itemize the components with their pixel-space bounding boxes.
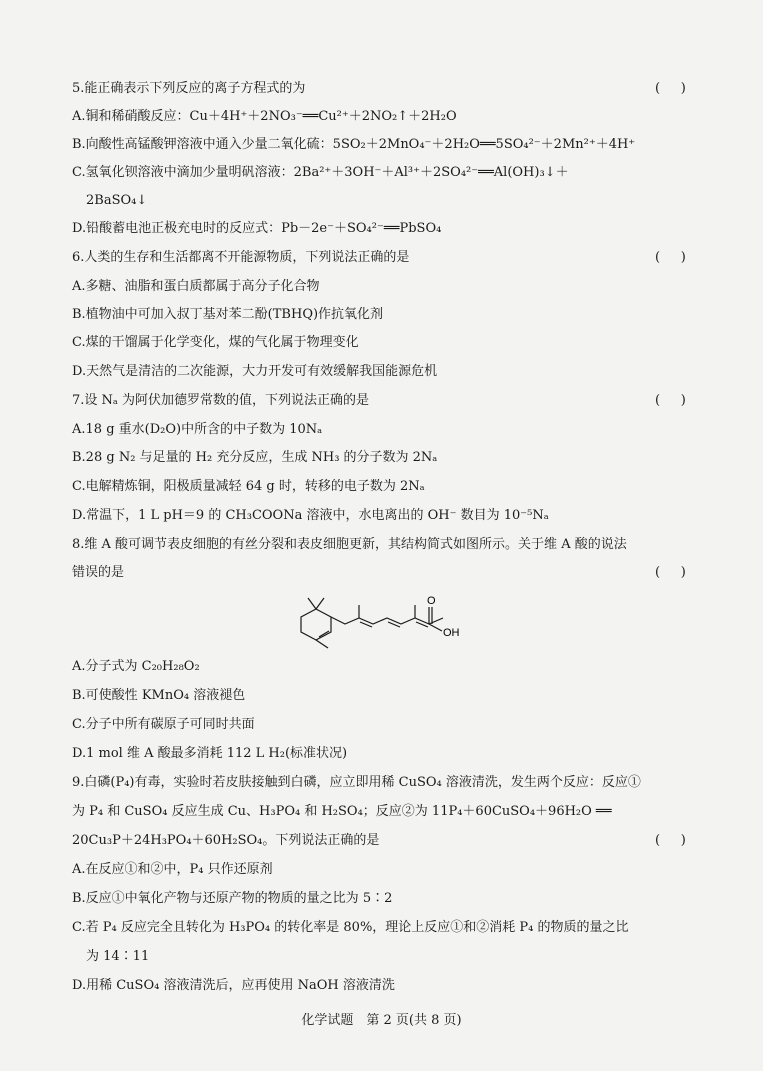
q9-answer-bracket: ( ) [655, 833, 686, 848]
q9-option-d: D.用稀 CuSO₄ 溶液清洗后，应再使用 NaOH 溶液清洗 [72, 978, 395, 993]
hydroxyl-label: OH [443, 627, 460, 639]
q6-stem: 6.人类的生存和生活都离不开能源物质，下列说法正确的是 [72, 250, 410, 265]
q5-option-c-continued: 2BaSO₄↓ [86, 193, 148, 208]
q7-option-a: A.18 g 重水(D₂O)中所含的中子数为 10Nₐ [72, 422, 323, 437]
polyene-chain [331, 617, 443, 624]
q8-option-a: A.分子式为 C₂₀H₂₈O₂ [72, 659, 200, 674]
q6-answer-bracket: ( ) [655, 250, 686, 265]
carbonyl-oxygen-label: O [427, 595, 436, 607]
q8-option-c: C.分子中所有碳原子可同时共面 [72, 717, 255, 732]
q7-option-c: C.电解精炼铜，阳极质量减轻 64 g 时，转移的电子数为 2Nₐ [72, 479, 425, 494]
q8-stem: 8.维 A 酸可调节表皮细胞的有丝分裂和表皮细胞更新，其结构简式如图所示。关于维 A 酸的说法 [72, 537, 627, 552]
methyl-bond [316, 598, 324, 609]
q6-option-d: D.天然气是清洁的二次能源，大力开发可有效缓解我国能源危机 [72, 364, 438, 379]
q5-option-c: C.氢氧化钡溶液中滴加少量明矾溶液：2Ba²⁺＋3OH⁻＋Al³⁺＋2SO₄²⁻══Al(OH)₃↓＋ [72, 165, 569, 180]
q8-answer-bracket: ( ) [655, 565, 686, 580]
hydroxyl-bond [429, 624, 442, 631]
methyl-bond [316, 640, 328, 648]
q5-option-b: B.向酸性高锰酸钾溶液中通入少量二氧化硫：5SO₂＋2MnO₄⁻＋2H₂O══5SO₄²⁻＋2Mn²⁺＋4H⁺ [72, 137, 636, 152]
q6-option-b: B.植物油中可加入叔丁基对苯二酚(TBHQ)作抗氧化剂 [72, 307, 384, 322]
q7-stem: 7.设 Nₐ 为阿伏加德罗常数的值，下列说法正确的是 [72, 393, 370, 408]
q9-option-b: B.反应①中氧化产物与还原产物的物质的量之比为 5∶2 [72, 891, 393, 906]
q6-option-c: C.煤的干馏属于化学变化，煤的气化属于物理变化 [72, 335, 359, 350]
q8-stem-continued: 错误的是 [72, 565, 125, 580]
q9-option-c-continued: 为 14∶11 [86, 949, 150, 964]
q9-stem-line2: 为 P₄ 和 CuSO₄ 反应生成 Cu、H₃PO₄ 和 H₂SO₄；反应②为 11P₄＋60CuSO₄＋96H₂O ══ [72, 804, 612, 819]
q5-option-d: D.铅酸蓄电池正极充电时的反应式：Pb－2e⁻＋SO₄²⁻══PbSO₄ [72, 221, 442, 236]
q9-option-a: A.在反应①和②中，P₄ 只作还原剂 [72, 862, 273, 877]
tretinoin-structure-diagram [290, 592, 480, 652]
q7-option-b: B.28 g N₂ 与足量的 H₂ 充分反应，生成 NH₃ 的分子数为 2Nₐ [72, 450, 438, 465]
page-footer: 化学试题 第 2 页(共 8 页) [301, 1013, 462, 1028]
q7-answer-bracket: ( ) [655, 393, 686, 408]
q8-option-d: D.1 mol 维 A 酸最多消耗 112 L H₂(标准状况) [72, 746, 348, 761]
q8-option-b: B.可使酸性 KMnO₄ 溶液褪色 [72, 688, 246, 703]
q9-stem: 9.白磷(P₄)有毒，实验时若皮肤接触到白磷，应立即用稀 CuSO₄ 溶液清洗，发生两个反应：反应① [72, 775, 641, 790]
q6-option-a: A.多糖、油脂和蛋白质都属于高分子化合物 [72, 279, 320, 294]
q5-stem: 5.能正确表示下列反应的离子方程式的为 [72, 81, 306, 96]
q9-stem-line3: 20Cu₃P＋24H₃PO₄＋60H₂SO₄。下列说法正确的是 [72, 833, 380, 848]
methyl-bond [308, 598, 316, 609]
q9-option-c: C.若 P₄ 反应完全且转化为 H₃PO₄ 的转化率是 80%，理论上反应①和②消耗 P₄ 的物质的量之比 [72, 920, 629, 935]
q5-option-a: A.铜和稀硝酸反应：Cu＋4H⁺＋2NO₃⁻══Cu²⁺＋2NO₂↑＋2H₂O [72, 109, 457, 124]
q7-option-d: D.常温下，1 L pH＝9 的 CH₃COONa 溶液中，水电离出的 OH⁻ 数目为 10⁻⁵Nₐ [72, 508, 549, 523]
ring-bonds [301, 609, 331, 640]
q5-answer-bracket: ( ) [655, 81, 686, 96]
